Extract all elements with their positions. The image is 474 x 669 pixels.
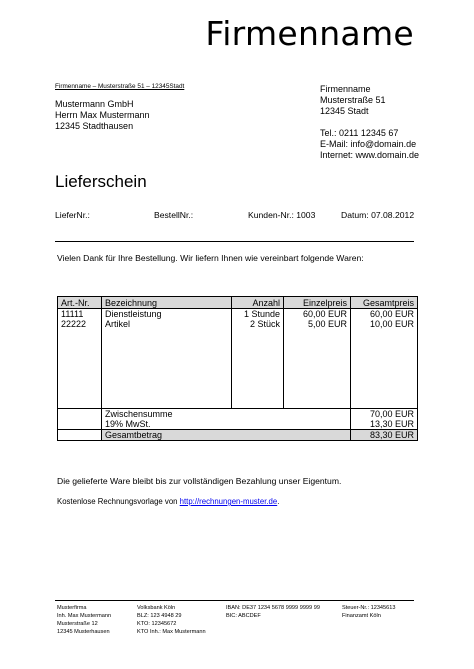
- total-price-cell: [351, 309, 418, 409]
- sender-contact-block: [320, 84, 419, 161]
- sender-website: Internet: www.domain.de: [320, 150, 420, 160]
- column-header-unit-price: Einzelpreis: [284, 297, 351, 309]
- subtotal-values: [351, 409, 418, 430]
- item-description: Artikel: [105, 319, 131, 329]
- vat-label: 19% MwSt.: [105, 419, 151, 429]
- recipient-address: [55, 99, 150, 132]
- column-header-description: Bezeichnung: [102, 297, 232, 309]
- footer-text: Musterstraße 12: [57, 621, 98, 627]
- footer-divider: [55, 600, 414, 601]
- item-unit-price: 5,00 EUR: [307, 319, 347, 329]
- subtotal-labels: [102, 409, 351, 430]
- footer-text: BLZ: 123 4948 29: [137, 613, 182, 619]
- article-number: 11111: [61, 309, 84, 319]
- vat-value: 13,30 EUR: [369, 419, 414, 429]
- article-number-cell: [58, 309, 102, 409]
- column-header-quantity: Anzahl: [232, 297, 284, 309]
- recipient-person: Herrn Max Mustermann: [55, 110, 150, 120]
- footer-text: Musterfirma: [57, 605, 87, 611]
- sender-street: Musterstraße 51: [320, 95, 386, 105]
- column-header-total-price: Gesamtpreis: [351, 297, 418, 309]
- item-quantity: 1 Stunde: [243, 309, 280, 319]
- document-date: Datum: 07.08.2012: [341, 210, 415, 220]
- sender-address-line: Firmenname – Musterstraße 51 – 12345Stadt: [55, 83, 185, 90]
- grand-total-row: [58, 430, 418, 441]
- footer-bank: [137, 604, 206, 636]
- sender-email: E-Mail: info@domain.de: [320, 139, 417, 149]
- document-title: Lieferschein: [55, 172, 147, 191]
- footer-text: BIC: ABCDEF: [226, 613, 261, 619]
- table-body-row: [58, 309, 418, 409]
- footer-text: Volksbank Köln: [137, 605, 176, 611]
- ownership-note: Die gelieferte Ware bleibt bis zur vollständigen Bezahlung unser Eigentum.: [57, 476, 342, 486]
- table-header-row: [58, 297, 418, 309]
- footer-text: Finanzamt Köln: [342, 613, 381, 619]
- footer-text: 12345 Musterhausen: [57, 629, 110, 635]
- sender-phone: Tel.: 0211 12345 67: [320, 128, 399, 138]
- subtotal-label: Zwischensumme: [105, 409, 173, 419]
- quantity-cell: [232, 309, 284, 409]
- order-number-label: BestellNr.:: [154, 210, 194, 220]
- footer-iban: [226, 604, 320, 620]
- grand-total-value: 83,30 EUR: [351, 430, 418, 441]
- footer-text: KTO Inh.: Max Mustermann: [137, 629, 206, 635]
- company-name: Firmenname: [205, 14, 414, 53]
- footer-text: Steuer-Nr.: 12345613: [342, 605, 396, 611]
- greeting-text: Vielen Dank für Ihre Bestellung. Wir liefern Ihnen wie vereinbart folgende Waren:: [57, 253, 364, 263]
- subtotal-row: [58, 409, 418, 430]
- template-credit-text: Kostenlose Rechnungsvorlage von: [57, 497, 180, 506]
- template-link[interactable]: http://rechnungen-muster.de: [179, 497, 278, 506]
- footer-text: KTO: 12345672: [137, 621, 177, 627]
- subtotal-value: 70,00 EUR: [369, 409, 414, 419]
- sender-city: 12345 Stadt: [320, 106, 369, 116]
- divider-line: [55, 241, 414, 242]
- item-total-price: 60,00 EUR: [369, 309, 414, 319]
- column-header-article-no: Art.-Nr.: [58, 297, 102, 309]
- grand-total-label: Gesamtbetrag: [102, 430, 351, 441]
- description-cell: [102, 309, 232, 409]
- footer-text: Inh. Max Mustermann: [57, 613, 112, 619]
- template-credit-suffix: .: [277, 497, 280, 506]
- item-description: Dienstleistung: [105, 309, 162, 319]
- delivery-number-label: LieferNr.:: [55, 210, 90, 220]
- unit-price-cell: [284, 309, 351, 409]
- article-number: 22222: [61, 319, 87, 329]
- item-unit-price: 60,00 EUR: [302, 309, 347, 319]
- items-table: [57, 296, 418, 441]
- sender-name: Firmenname: [320, 84, 371, 94]
- item-quantity: 2 Stück: [249, 319, 280, 329]
- footer-tax: [342, 604, 396, 620]
- customer-number: Kunden-Nr.: 1003: [248, 210, 316, 220]
- recipient-company: Mustermann GmbH: [55, 99, 134, 109]
- footer-company: [57, 604, 111, 636]
- footer-text: IBAN: DE37 1234 5678 9999 9999 99: [226, 605, 320, 611]
- recipient-city: 12345 Stadthausen: [55, 121, 134, 131]
- item-total-price: 10,00 EUR: [369, 319, 414, 329]
- template-credit: [57, 497, 279, 506]
